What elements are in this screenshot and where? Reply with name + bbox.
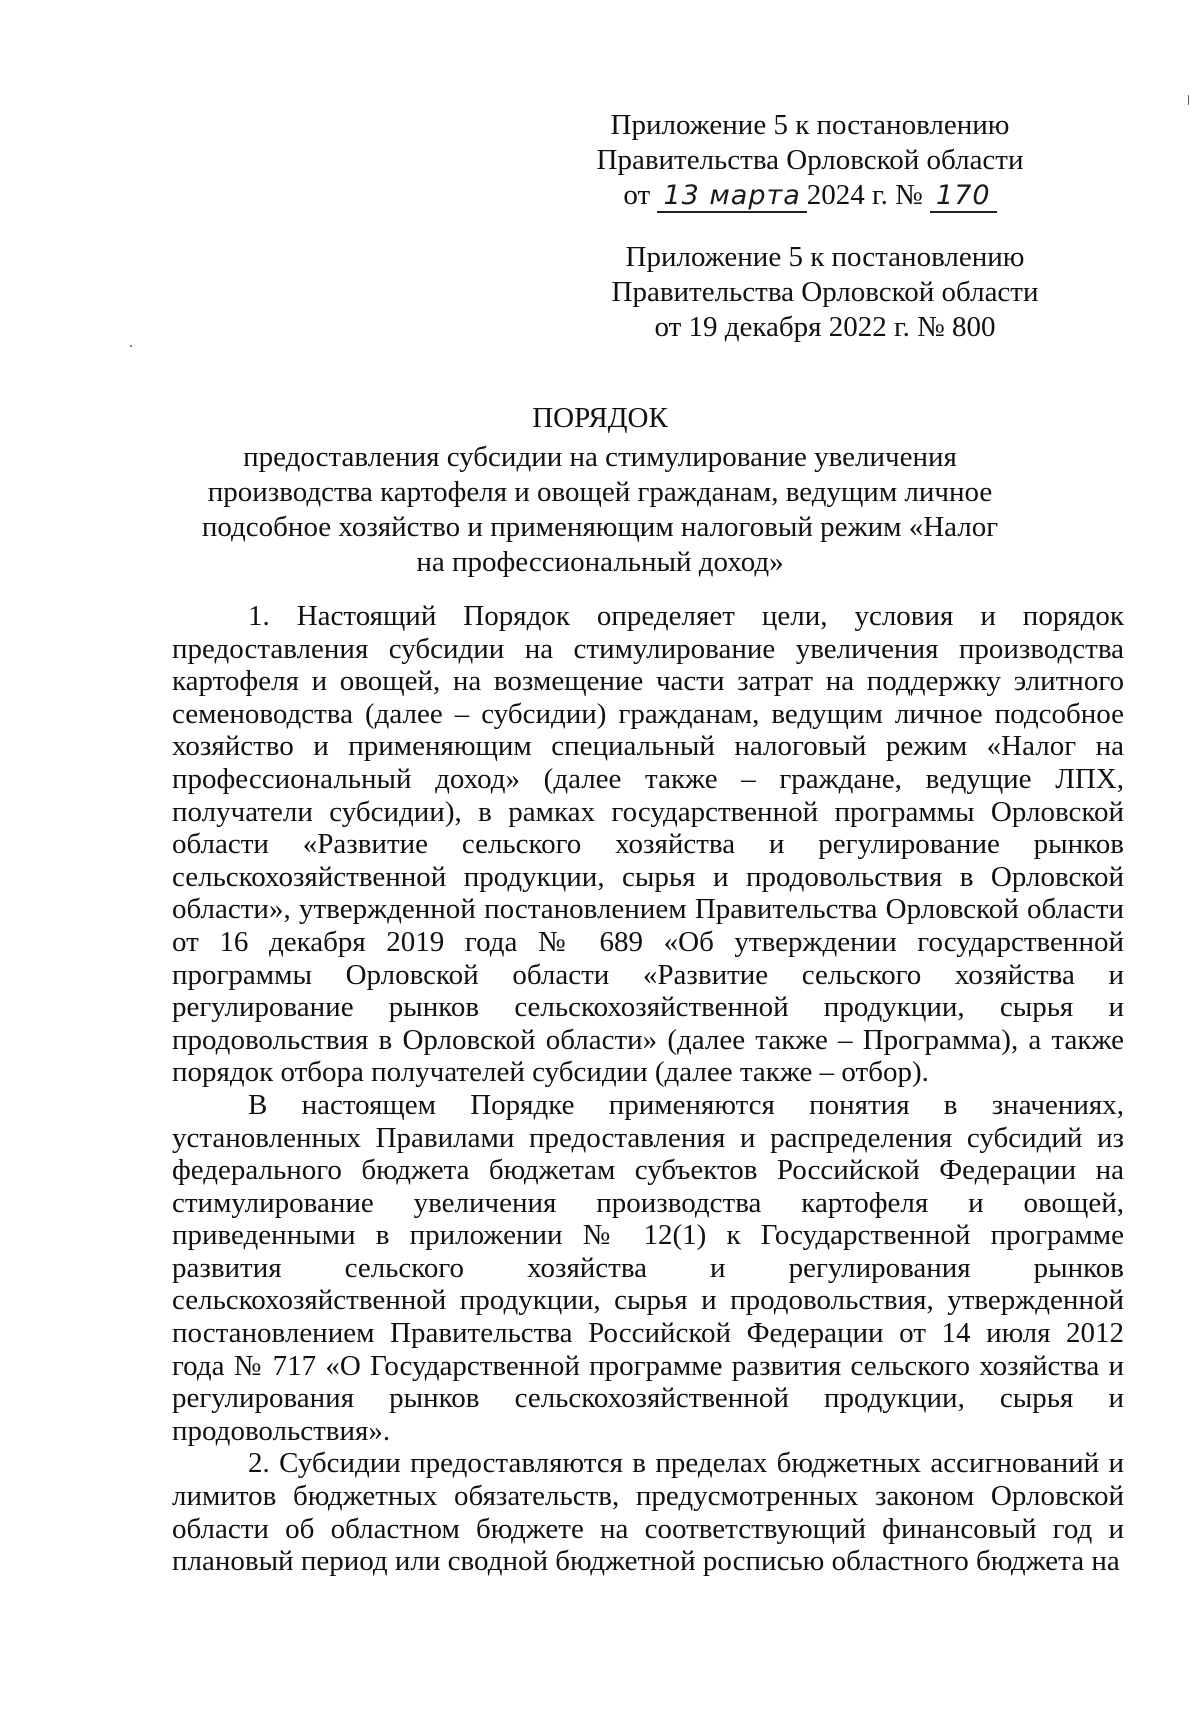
document-heading: ПОРЯДОК bbox=[532, 402, 668, 434]
handwritten-date: 13 марта bbox=[657, 181, 806, 213]
approval-current-line1: Приложение 5 к постановлению bbox=[610, 109, 1010, 141]
approval-stamp-current bbox=[560, 108, 1060, 213]
document-subtitle-line: предоставления субсидии на стимулирование увеличения bbox=[243, 441, 957, 473]
paragraph-2: 2. Субсидии предоставляются в пределах бюджетных ассигнований и лимитов бюджетных обязательств, предусмотренных законом Орловской области об областном бюджете на соответствующий финансовый год и плановый период или сводной бюджетной росписью областного бюджета на bbox=[172, 1447, 1124, 1578]
approval-current-line3 bbox=[623, 178, 996, 213]
approval-previous-line3: от 19 декабря 2022 г. № 800 bbox=[654, 311, 996, 343]
scan-speck bbox=[1188, 95, 1189, 105]
document-body bbox=[172, 600, 1124, 1578]
scan-speck bbox=[130, 345, 132, 347]
paragraph-1: 1. Настоящий Порядок определяет цели, условия и порядок предоставления субсидии на стимулирование увеличения производства картофеля и овощей, на возмещение части затрат на поддержку элитного семеноводства (далее – субсидии) гражданам, ведущим личное подсобное хозяйство и применяющим специальный налоговый режим «Налог на профессиональный доход» (далее также – граждане, ведущие ЛПХ, получатели субсидии), в рамках государственной программы Орловской области «Развитие сельского хозяйства и регулирование рынков сельскохозяйственной продукции, сырья и продовольствия в Орловской области», утвержденной постановлением Правительства Орловской области от 16 декабря 2019 года № 689 «Об утверждении государственной программы Орловской области «Развитие сельского хозяйства и регулирование рынков сельскохозяйственной продукции, сырья и продовольствия в Орловской области» (далее также – Программа), а также порядок отбора получателей субсидии (далее также – отбор). bbox=[172, 600, 1124, 1089]
handwritten-number: 170 bbox=[930, 181, 997, 213]
approval-previous-line1: Приложение 5 к постановлению bbox=[625, 241, 1025, 273]
document-subtitle-line: производства картофеля и овощей гражданам, ведущим личное bbox=[207, 476, 993, 508]
paragraph-definitions: В настоящем Порядке применяются понятия в значениях, установленных Правилами предоставления и распределения субсидий из федерального бюджета бюджетам субъектов Российской Федерации на стимулирование увеличения производства картофеля и овощей, приведенными в приложении № 12(1) к Государственной программе развития сельского хозяйства и регулирования рынков сельскохозяйственной продукции, сырья и продовольствия, утвержденной постановлением Правительства Российской Федерации от 14 июля 2012 года № 717 «О Государственной программе развития сельского хозяйства и регулирования рынков сельскохозяйственной продукции, сырья и продовольствия». bbox=[172, 1088, 1124, 1447]
approval-current-line2: Правительства Орловской области bbox=[596, 144, 1024, 176]
approval-previous-line2: Правительства Орловской области bbox=[611, 276, 1039, 308]
document-subtitle-line: на профессиональный доход» bbox=[416, 546, 784, 578]
document-subtitle-line: подсобное хозяйство и применяющим налоговый режим «Налог bbox=[201, 511, 999, 543]
approval-stamp-previous bbox=[575, 240, 1075, 345]
approval-current-prefix: от bbox=[623, 179, 651, 211]
document-title-block bbox=[160, 400, 1040, 580]
approval-current-year: 2024 г. № bbox=[806, 179, 923, 211]
